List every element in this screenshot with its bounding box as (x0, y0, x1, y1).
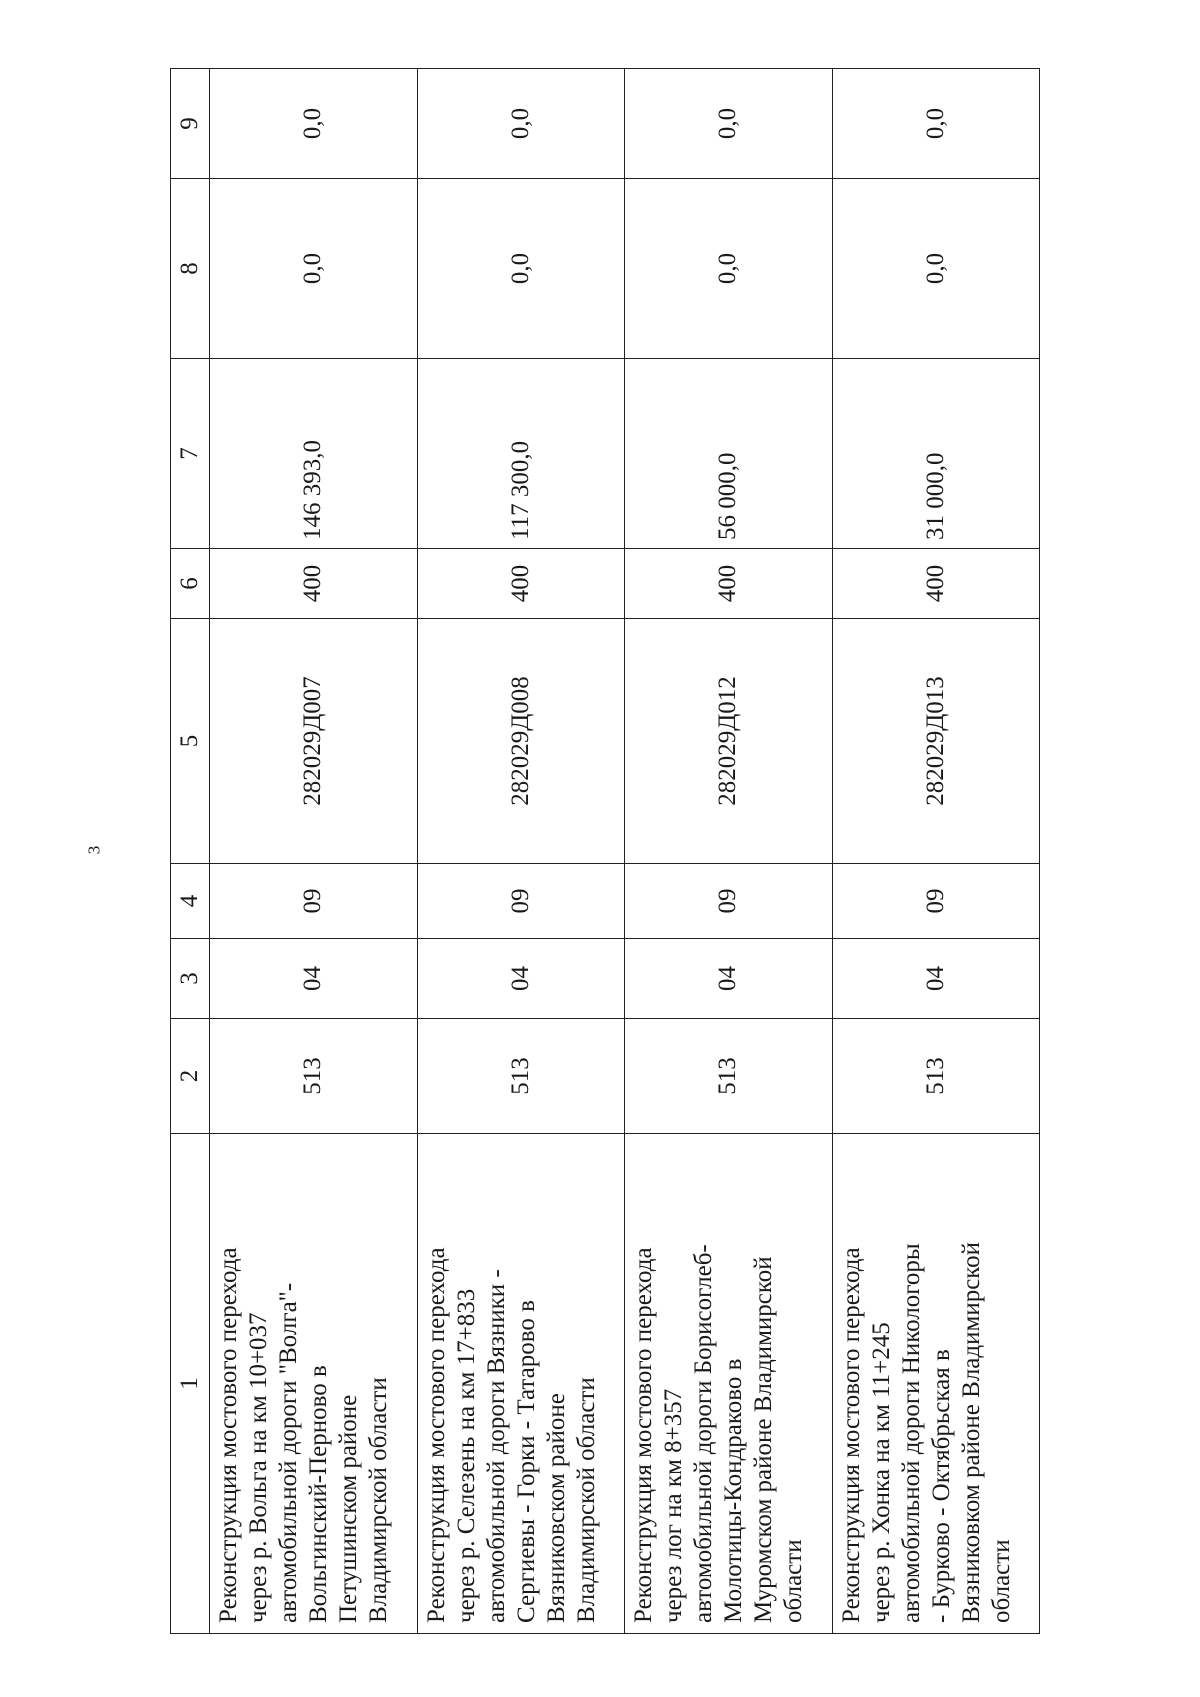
cell-col6: 400 (210, 549, 418, 619)
cell-col2: 513 (210, 1019, 418, 1134)
column-header: 5 (171, 619, 210, 864)
cell-col3: 04 (625, 939, 833, 1019)
column-header: 9 (171, 69, 210, 179)
column-header: 8 (171, 179, 210, 359)
column-header: 2 (171, 1019, 210, 1134)
column-header: 7 (171, 359, 210, 549)
header-row (171, 69, 210, 1634)
cell-col3: 04 (210, 939, 418, 1019)
description-text: Реконструкция мостового перехода через р. Хонка на км 11+245 автомобильной дороги Никологоры - Бурково - Октябрьская в Вязниковком районе Владимирской области (837, 1241, 1015, 1623)
table-row (417, 69, 625, 1634)
cell-col5: 282029Д007 (210, 619, 418, 864)
cell-col8: 0,0 (417, 179, 625, 359)
cell-col8: 0,0 (625, 179, 833, 359)
description-text: Реконструкция мостового перехода через р. Селезень на км 17+833 автомобильной дороги Вязники - Сергиевы - Горки - Татарово в Вязниковском районе Владимирской области (422, 1247, 600, 1623)
object-description (210, 1134, 418, 1634)
cell-col5: 282029Д012 (625, 619, 833, 864)
cell-col6: 400 (832, 549, 1040, 619)
column-header: 4 (171, 864, 210, 939)
cell-col9: 0,0 (210, 69, 418, 179)
column-header: 6 (171, 549, 210, 619)
cell-col8: 0,0 (210, 179, 418, 359)
cell-col6: 400 (417, 549, 625, 619)
table-row (832, 69, 1040, 1634)
document-sheet (170, 69, 1040, 1634)
cell-col2: 513 (417, 1019, 625, 1134)
cell-col9: 0,0 (625, 69, 833, 179)
cell-col7: 146 393,0 (210, 359, 418, 549)
object-description (625, 1134, 833, 1634)
cell-col3: 04 (832, 939, 1040, 1019)
cell-col7: 56 000,0 (625, 359, 833, 549)
description-text: Реконструкция мостового перехода через р. Вольга на км 10+037 автомобильной дороги "Волга"- Вольгинский-Перново в Петушинском районе Владимирской области (215, 1247, 392, 1623)
column-header: 3 (171, 939, 210, 1019)
cell-col4: 09 (625, 864, 833, 939)
cell-col9: 0,0 (417, 69, 625, 179)
column-header: 1 (171, 1134, 210, 1634)
cell-col2: 513 (625, 1019, 833, 1134)
cell-col9: 0,0 (832, 69, 1040, 179)
cell-col4: 09 (832, 864, 1040, 939)
object-description (832, 1134, 1040, 1634)
cell-col4: 09 (210, 864, 418, 939)
cell-col3: 04 (417, 939, 625, 1019)
cell-col6: 400 (625, 549, 833, 619)
funding-table (170, 68, 1040, 1634)
table-row (210, 69, 418, 1634)
cell-col7: 31 000,0 (832, 359, 1040, 549)
cell-col2: 513 (832, 1019, 1040, 1134)
description-text: Реконструкция мостового перехода через лог на км 8+357 автомобильной дороги Борисоглеб- Молотицы-Кондраково в Муромском районе Владимирской области (630, 1244, 807, 1623)
cell-col5: 282029Д008 (417, 619, 625, 864)
table-row (625, 69, 833, 1634)
cell-col4: 09 (417, 864, 625, 939)
page-number: 3 (84, 845, 104, 855)
cell-col7: 117 300,0 (417, 359, 625, 549)
cell-col5: 282029Д013 (832, 619, 1040, 864)
cell-col8: 0,0 (832, 179, 1040, 359)
object-description (417, 1134, 625, 1634)
